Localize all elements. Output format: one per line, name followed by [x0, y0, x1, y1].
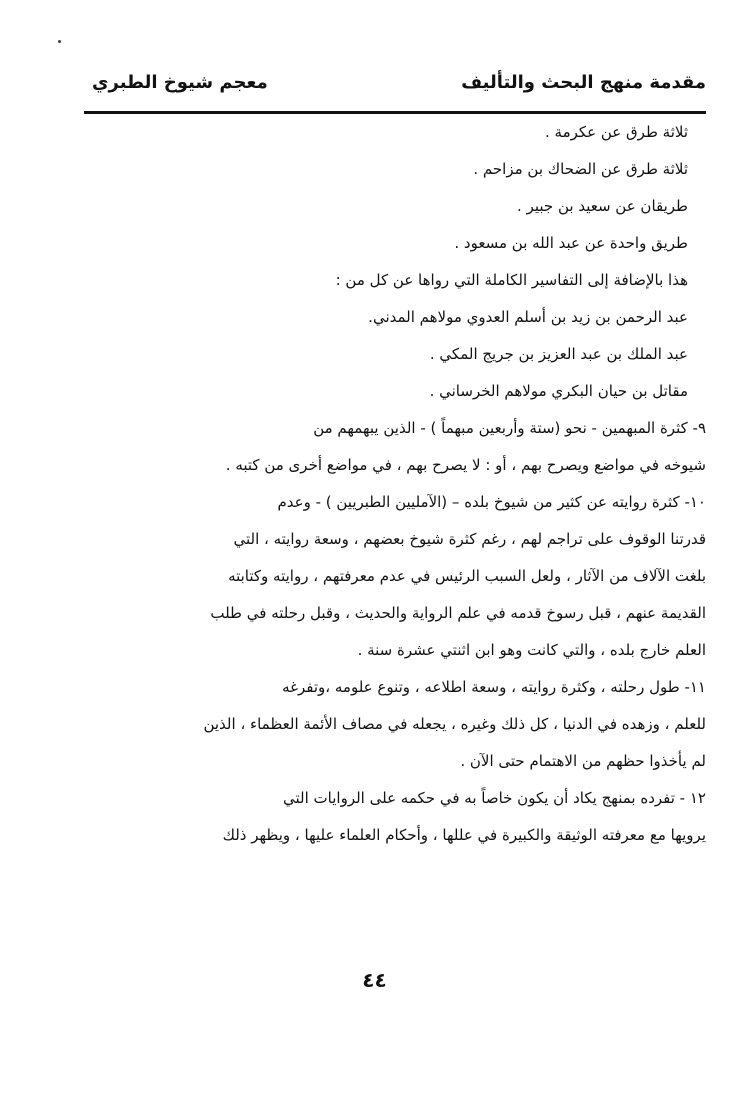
list-item: ثلاثة طرق عن الضحاك بن مزاحم . — [473, 160, 688, 178]
paragraph-line: للعلم ، وزهده في الدنيا ، كل ذلك وغيره ، يجعله في مصاف الأئمة العظماء ، الذين — [203, 715, 706, 733]
header-book-title: معجم شيوخ الطبري — [92, 72, 268, 93]
list-item: طريقان عن سعيد بن جبير . — [517, 197, 688, 215]
paragraph-line: يرويها مع معرفته الوثيقة والكبيرة في عللها ، وأحكام العلماء عليها ، ويظهر ذلك — [222, 826, 706, 844]
paragraph-line: شيوخه في مواضع ويصرح بهم ، أو : لا يصرح بهم ، في مواضع أخرى من كتبه . — [225, 456, 706, 474]
page-body — [96, 114, 706, 854]
list-item: هذا بالإضافة إلى التفاسير الكاملة التي رواها عن كل من : — [335, 271, 688, 289]
page-number: ٤٤ — [362, 968, 387, 992]
paragraph-10 — [96, 484, 706, 669]
list-item: طريق واحدة عن عبد الله بن مسعود . — [454, 234, 688, 252]
paragraph-line: قدرتنا الوقوف على تراجم لهم ، رغم كثرة شيوخ بعضهم ، وسعة روايته ، التي — [233, 530, 706, 548]
paragraph-line: لم يأخذوا حظهم من الاهتمام حتى الآن . — [460, 752, 706, 770]
paragraph-11 — [96, 669, 706, 780]
paragraph-line: ٩- كثرة المبهمين - نحو (ستة وأربعين مبهماً ) - الذين يبهمهم من — [313, 419, 706, 437]
paragraph-9 — [96, 410, 706, 484]
scan-speck — [58, 40, 61, 43]
paragraph-12 — [96, 780, 706, 854]
list-item: عبد الملك بن عبد العزيز بن جريج المكي . — [429, 345, 688, 363]
header-section-title: مقدمة منهج البحث والتأليف — [461, 72, 706, 93]
paragraph-line: ١٠- كثرة روايته عن كثير من شيوخ بلده – (الآمليين الطبريين ) - وعدم — [277, 493, 706, 511]
paragraph-line: ١١- طول رحلته ، وكثرة روايته ، وسعة اطلاعه ، وتنوع علومه ،وتفرغه — [282, 678, 706, 696]
paragraph-line: العلم خارج بلده ، والتي كانت وهو ابن اثنتي عشرة سنة . — [357, 641, 706, 659]
paragraph-line: بلغت الآلاف من الآثار ، ولعل السبب الرئيس في عدم معرفتهم ، روايته وكتابته — [228, 567, 706, 585]
list-item: مقاتل بن حيان البكري مولاهم الخرساني . — [429, 382, 688, 400]
list-item: ثلاثة طرق عن عكرمة . — [545, 123, 688, 141]
paragraph-line: ١٢ - تفرده بمنهج يكاد أن يكون خاصاً به في حكمه على الروايات التي — [283, 789, 706, 807]
running-header — [84, 70, 706, 106]
list-item: عبد الرحمن بن زيد بن أسلم العدوي مولاهم المدني. — [368, 308, 688, 326]
paragraph-line: القديمة عنهم ، قبل رسوخ قدمه في علم الرواية والحديث ، وقبل رحلته في طلب — [210, 604, 706, 622]
